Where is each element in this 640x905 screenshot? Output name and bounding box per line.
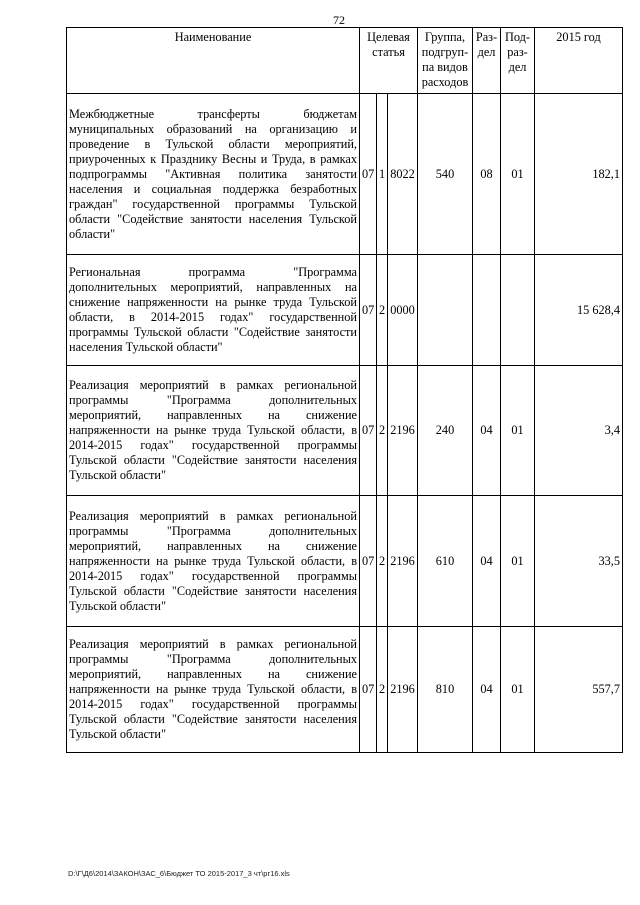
row-code1: 07 bbox=[360, 94, 377, 255]
header-name: Наименование bbox=[67, 28, 360, 94]
row-section: 04 bbox=[473, 627, 501, 753]
row-amount: 15 628,4 bbox=[535, 255, 623, 366]
table-row bbox=[67, 496, 623, 627]
row-section: 08 bbox=[473, 94, 501, 255]
row-code2: 2 bbox=[377, 255, 388, 366]
row-amount: 3,4 bbox=[535, 366, 623, 496]
row-code2: 1 bbox=[377, 94, 388, 255]
row-group: 240 bbox=[418, 366, 473, 496]
row-code3: 2196 bbox=[388, 627, 418, 753]
row-name: Реализация мероприятий в рамках региональной программы "Программа дополнительных мероприятий, направленных на снижение напряженности на рынке труда Тульской области, в 2014-2015 годах" государственной программы Тульской области "Содействие занятости населения Тульской области" bbox=[67, 496, 360, 627]
row-code1: 07 bbox=[360, 366, 377, 496]
header-year: 2015 год bbox=[535, 28, 623, 94]
row-code1: 07 bbox=[360, 255, 377, 366]
row-code2: 2 bbox=[377, 627, 388, 753]
budget-table bbox=[66, 27, 623, 753]
row-amount: 557,7 bbox=[535, 627, 623, 753]
table-row bbox=[67, 255, 623, 366]
table-row bbox=[67, 94, 623, 255]
row-code3: 8022 bbox=[388, 94, 418, 255]
table-row bbox=[67, 366, 623, 496]
row-subsection bbox=[501, 255, 535, 366]
row-group: 540 bbox=[418, 94, 473, 255]
row-code3: 0000 bbox=[388, 255, 418, 366]
row-group bbox=[418, 255, 473, 366]
row-code1: 07 bbox=[360, 496, 377, 627]
row-name: Межбюджетные трансферты бюджетам муниципальных образований на организацию и проведение в Тульской области мероприятий, приуроченных к Празднику Весны и Труда, в рамках подпрограммы "Активная политика занятости населения и социальная поддержка безработных граждан" государственной программы Тульской области "Содействие занятости населения Тульской области" bbox=[67, 94, 360, 255]
row-code2: 2 bbox=[377, 496, 388, 627]
header-subsection: Под-раз-дел bbox=[501, 28, 535, 94]
row-group: 810 bbox=[418, 627, 473, 753]
header-target: Целевая статья bbox=[360, 28, 418, 94]
table-header-row bbox=[67, 28, 623, 94]
header-group: Группа, подгруп-па видов расходов bbox=[418, 28, 473, 94]
row-subsection: 01 bbox=[501, 627, 535, 753]
row-amount: 182,1 bbox=[535, 94, 623, 255]
row-code1: 07 bbox=[360, 627, 377, 753]
row-group: 610 bbox=[418, 496, 473, 627]
table-row bbox=[67, 627, 623, 753]
row-name: Реализация мероприятий в рамках региональной программы "Программа дополнительных мероприятий, направленных на снижение напряженности на рынке труда Тульской области, в 2014-2015 годах" государственной программы Тульской области "Содействие занятости населения Тульской области" bbox=[67, 366, 360, 496]
row-code2: 2 bbox=[377, 366, 388, 496]
row-code3: 2196 bbox=[388, 496, 418, 627]
page-number: 72 bbox=[333, 13, 345, 27]
row-name: Реализация мероприятий в рамках региональной программы "Программа дополнительных мероприятий, направленных на снижение напряженности на рынке труда Тульской области, в 2014-2015 годах" государственной программы Тульской области "Содействие занятости населения Тульской области" bbox=[67, 627, 360, 753]
row-amount: 33,5 bbox=[535, 496, 623, 627]
row-section: 04 bbox=[473, 366, 501, 496]
row-code3: 2196 bbox=[388, 366, 418, 496]
row-name: Региональная программа "Программа дополнительных мероприятий, направленных на снижение напряженности на рынке труда Тульской области, в 2014-2015 годах" государственной программы Тульской области "Содействие занятости населения Тульской области" bbox=[67, 255, 360, 366]
row-subsection: 01 bbox=[501, 496, 535, 627]
header-section: Раз-дел bbox=[473, 28, 501, 94]
row-section bbox=[473, 255, 501, 366]
row-subsection: 01 bbox=[501, 366, 535, 496]
row-subsection: 01 bbox=[501, 94, 535, 255]
row-section: 04 bbox=[473, 496, 501, 627]
footer-file-path: D:\Г\Д6\2014\ЗАКОН\ЗАС_6\Бюджет ТО 2015-2017_3 чт\рг16.xls bbox=[68, 869, 290, 878]
